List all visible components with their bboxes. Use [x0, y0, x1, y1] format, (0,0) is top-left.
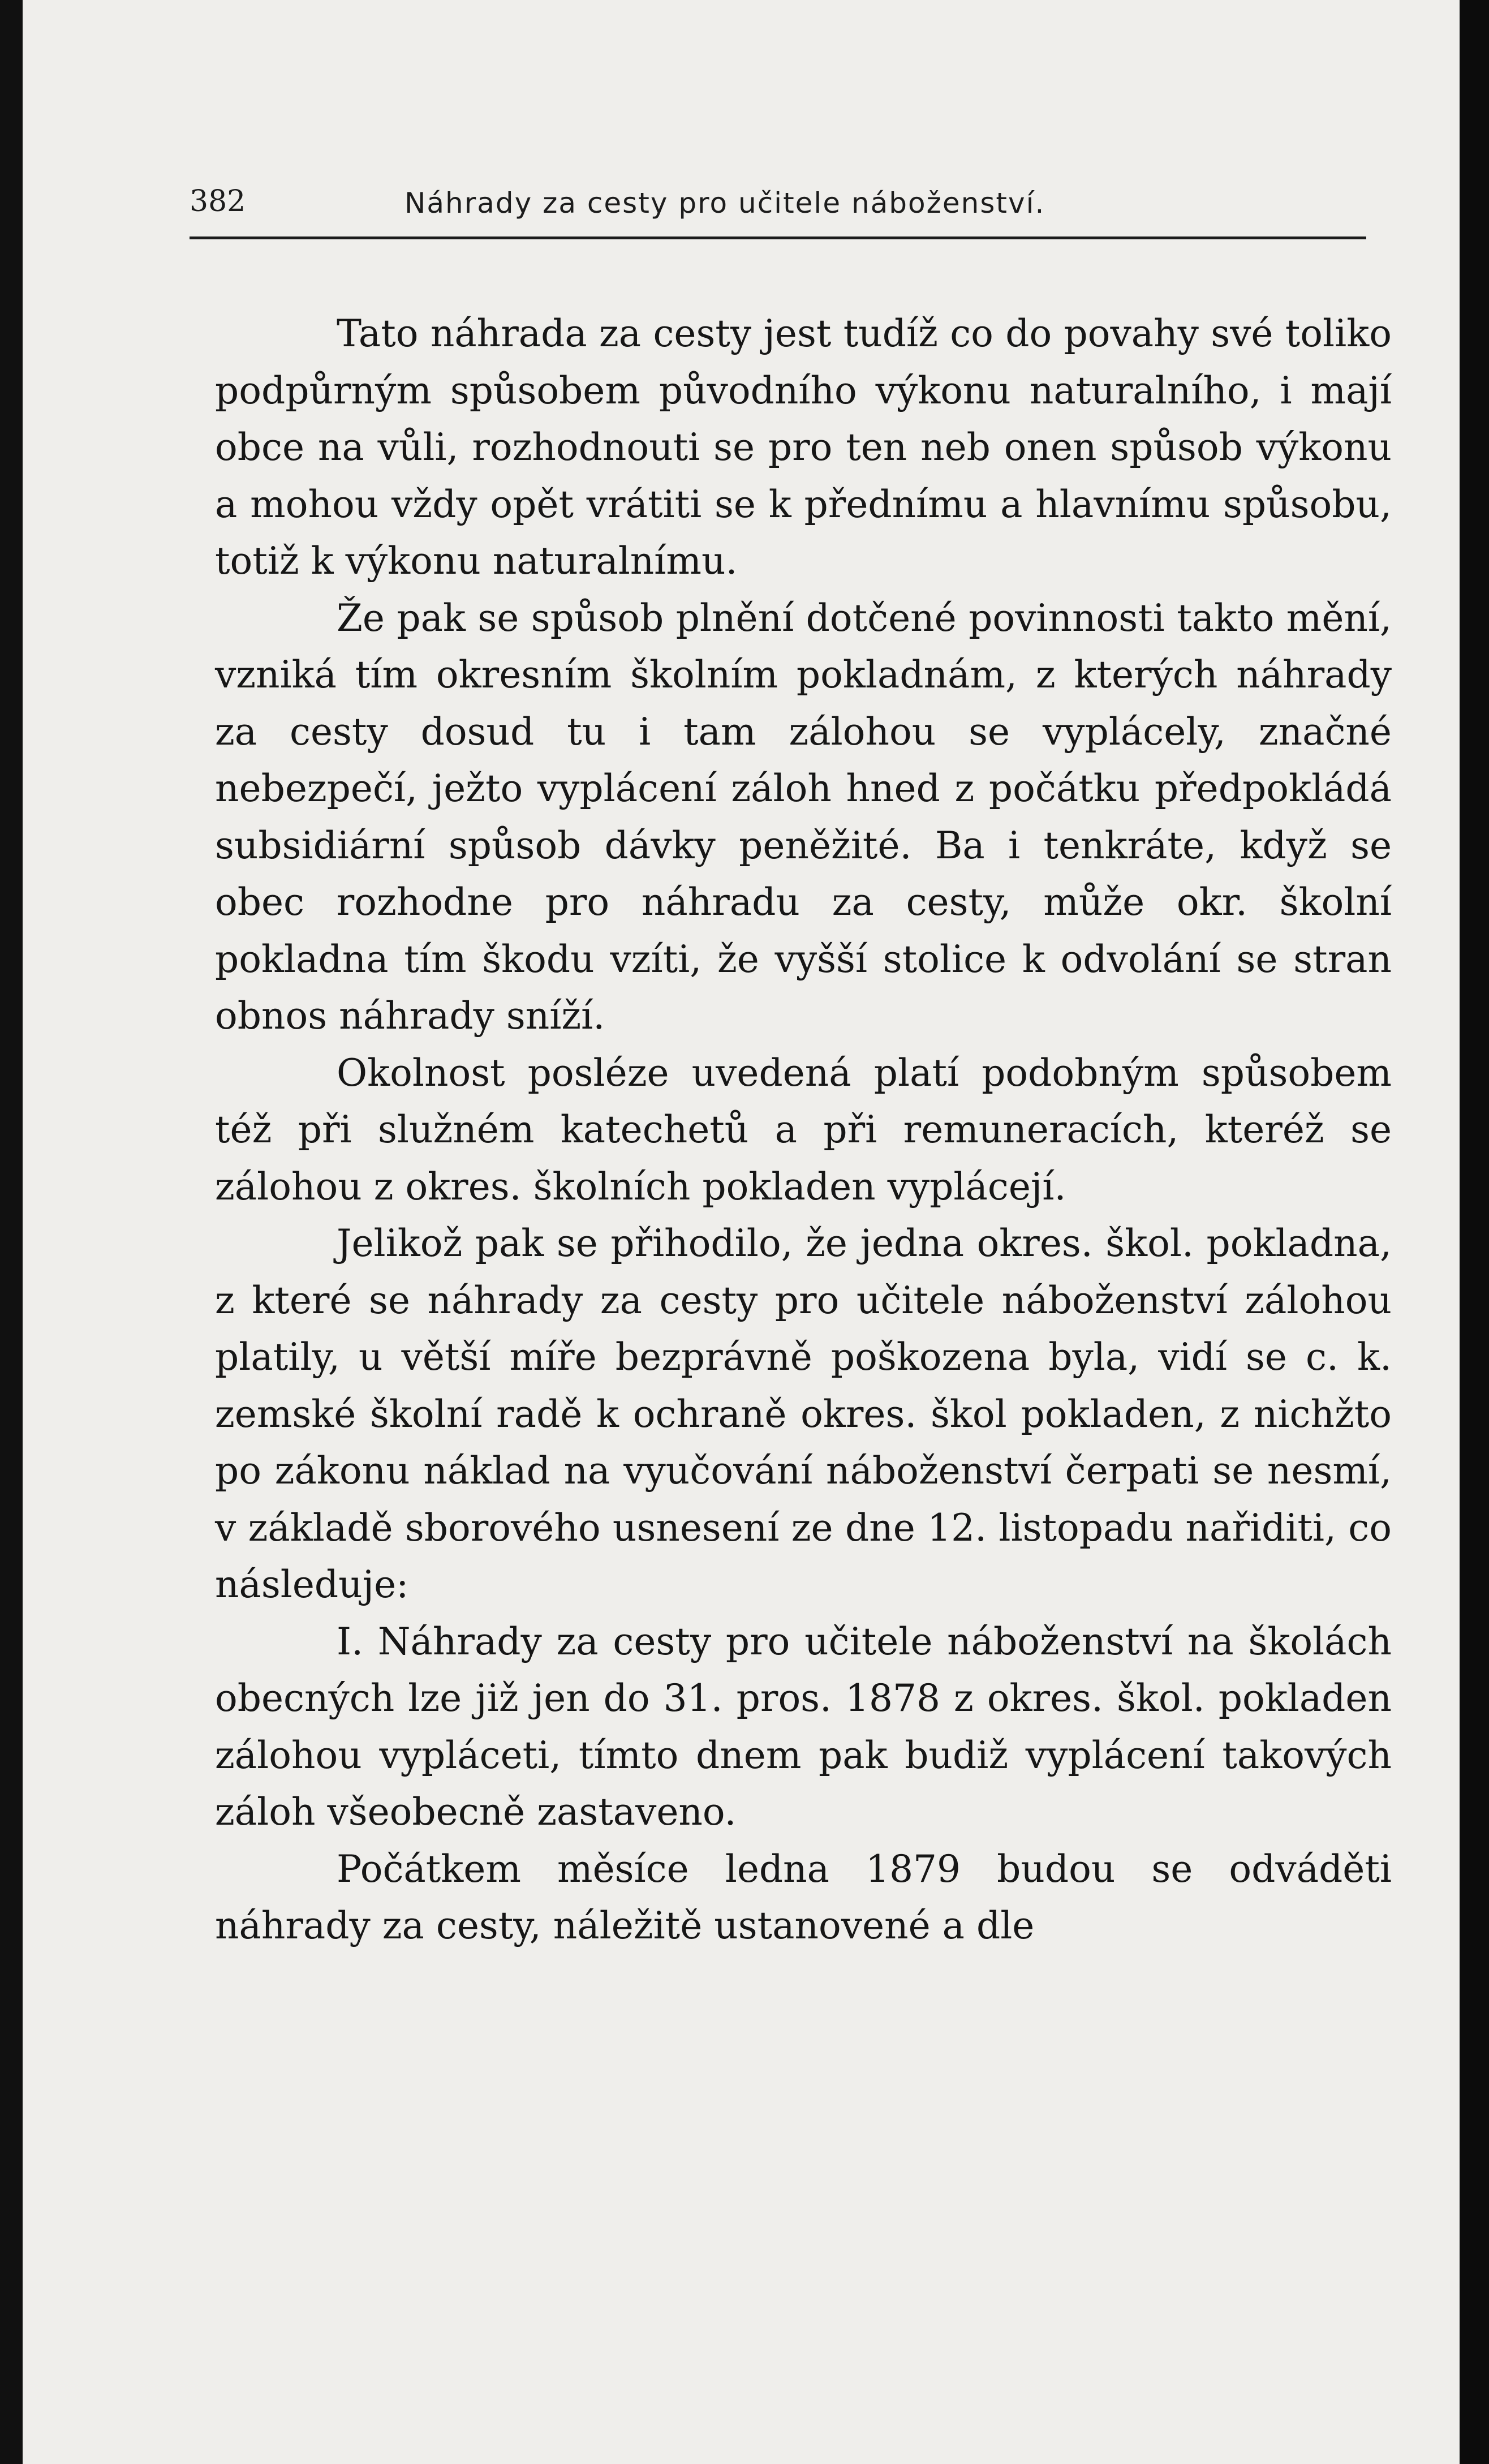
page-edge-shadow: [1460, 0, 1489, 2464]
paragraph: Jelikož pak se přihodilo, že jedna okres. škol. pokladna, z které se náhrady za cesty pro učitele náboženství zálohou platily, u větší míře bezprávně poškozena byla, vidí se c. k. zemské školní radě k ochraně okres. škol pokladen, z nichžto po zákonu náklad na vyučování náboženství čerpati se nesmí, v základě sborového usnesení ze dne 12. listopadu nařiditi, co následuje:: [215, 1222, 1392, 1606]
running-head-title: Náhrady za cesty pro učitele náboženství.: [404, 187, 1045, 220]
header-rule: [190, 236, 1366, 239]
paragraph: Tato náhrada za cesty jest tudíž co do povahy své toliko podpůrným spůsobem původního výkonu naturalního, i mají obce na vůli, rozhodnouti se pro ten neb onen spůsob výkonu a mohou vždy opět vrátiti se k přednímu a hlavnímu spůsobu, totiž k výkonu naturalnímu.: [215, 312, 1392, 583]
book-page: [23, 0, 1460, 2464]
body-text: [215, 306, 1392, 1955]
paragraph: Okolnost posléze uvedená platí podobným spůsobem též při služném katechetů a při remuneracích, kteréž se zálohou z okres. školních pokladen vyplácejí.: [215, 1051, 1392, 1209]
paragraph: Počátkem měsíce ledna 1879 budou se odváděti náhrady za cesty, náležitě ustanovené a dle: [215, 1847, 1392, 1947]
page-number: 382: [190, 184, 246, 218]
running-head: [190, 180, 1363, 225]
paragraph: Že pak se spůsob plnění dotčené povinnosti takto mění, vzniká tím okresním školním pokladnám, z kterých náhrady za cesty dosud tu i tam zálohou se vyplácely, značné nebezpečí, ježto vyplácení záloh hned z počátku předpokládá subsidiární spůsob dávky peněžité. Ba i tenkráte, když se obec rozhodne pro náhradu za cesty, může okr. školní pokladna tím škodu vzíti, že vyšší stolice k odvolání se stran obnos náhrady sníží.: [215, 596, 1392, 1038]
paragraph: I. Náhrady za cesty pro učitele náboženství na školách obecných lze již jen do 31. pros. 1878 z okres. škol. pokladen zálohou vypláceti, tímto dnem pak budiž vyplácení takových záloh všeobecně zastaveno.: [215, 1619, 1392, 1834]
